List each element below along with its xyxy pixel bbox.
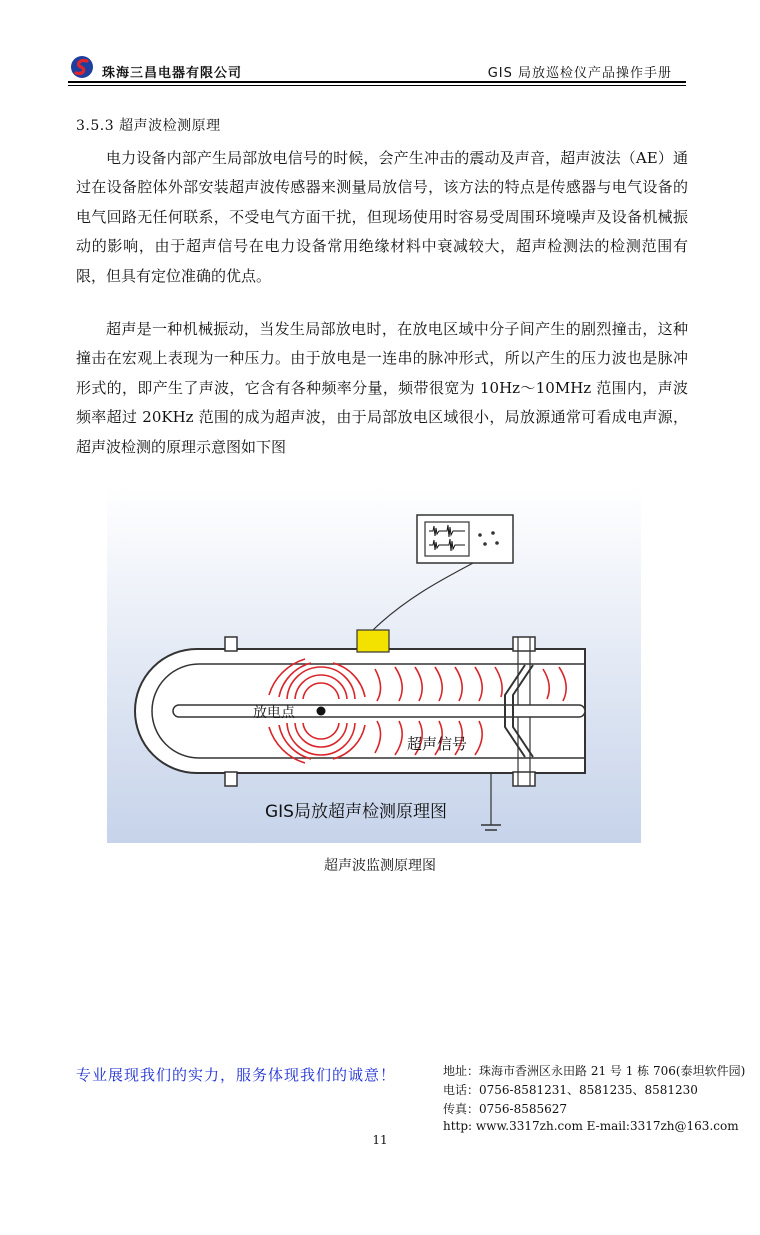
flange-top-right (513, 637, 535, 651)
paragraph-2: 超声是一种机械振动，当发生局部放电时，在放电区域中分子间产生的剧烈撞击，这种撞击在宏观上表现为一种压力。由于放电是一连串的脉冲形式，所以产生的压力波也是脉冲形式的，即产生了声波，它含有各种频率分量，频带很宽为 10Hz～10MHz 范围内，声波频率超过 20KHz 范围的成为超声波，由于局部放电区域很小，局放源通常可看成电声源，超声波检测的原理示意图如下图 (76, 320, 688, 456)
ultrasonic-sensor (357, 630, 389, 652)
footer-phone: 电话：0756-8581231、8581235、8581230 (443, 1083, 698, 1097)
footer-slogan: 专业展现我们的实力，服务体现我们的诚意！ (76, 1066, 397, 1084)
flange-top-left (225, 637, 237, 651)
flange-bottom-right (513, 772, 535, 786)
paragraph-1: 电力设备内部产生局部放电信号的时候，会产生冲击的震动及声音，超声波法（AE）通过在设备腔体外部安装超声波传感器来测量局放信号，该方法的特点是传感器与电气设备的电气回路无任何联系，不受电气方面干扰，但现场使用时容易受周围环境噪声及设备机械振动的影响，由于超声信号在电力设备常用绝缘材料中衰减较大，超声检测法的检测范围有限，但具有定位准确的优点。 (76, 149, 688, 285)
figure-caption: 超声波监测原理图 (324, 858, 436, 874)
footer-address: 地址：珠海市香洲区永田路 21 号 1 栋 706(泰坦软件园) (443, 1064, 746, 1078)
footer-web-email: http: www.3317zh.com E-mail:3317zh@163.com (443, 1119, 739, 1133)
header-rule (68, 81, 686, 83)
discharge-label: 放电点 (253, 705, 295, 721)
footer-fax: 传真：0756-8585627 (443, 1102, 568, 1116)
conductor-rod (173, 705, 585, 717)
header-rule-thin (68, 85, 686, 86)
manual-title: GIS 局放巡检仪产品操作手册 (487, 66, 672, 81)
signal-label: 超声信号 (407, 735, 468, 753)
flange-bottom-left (225, 772, 237, 786)
company-name: 珠海三昌电器有限公司 (102, 66, 243, 81)
discharge-point (317, 707, 326, 716)
section-title: 3.5.3 超声波检测原理 (76, 118, 221, 134)
page-number: 11 (372, 1133, 388, 1147)
diagram-title: GIS局放超声检测原理图 (265, 802, 447, 822)
detector-screen (425, 522, 469, 556)
gis-ultrasonic-diagram (107, 487, 641, 843)
company-logo-icon (70, 55, 94, 79)
